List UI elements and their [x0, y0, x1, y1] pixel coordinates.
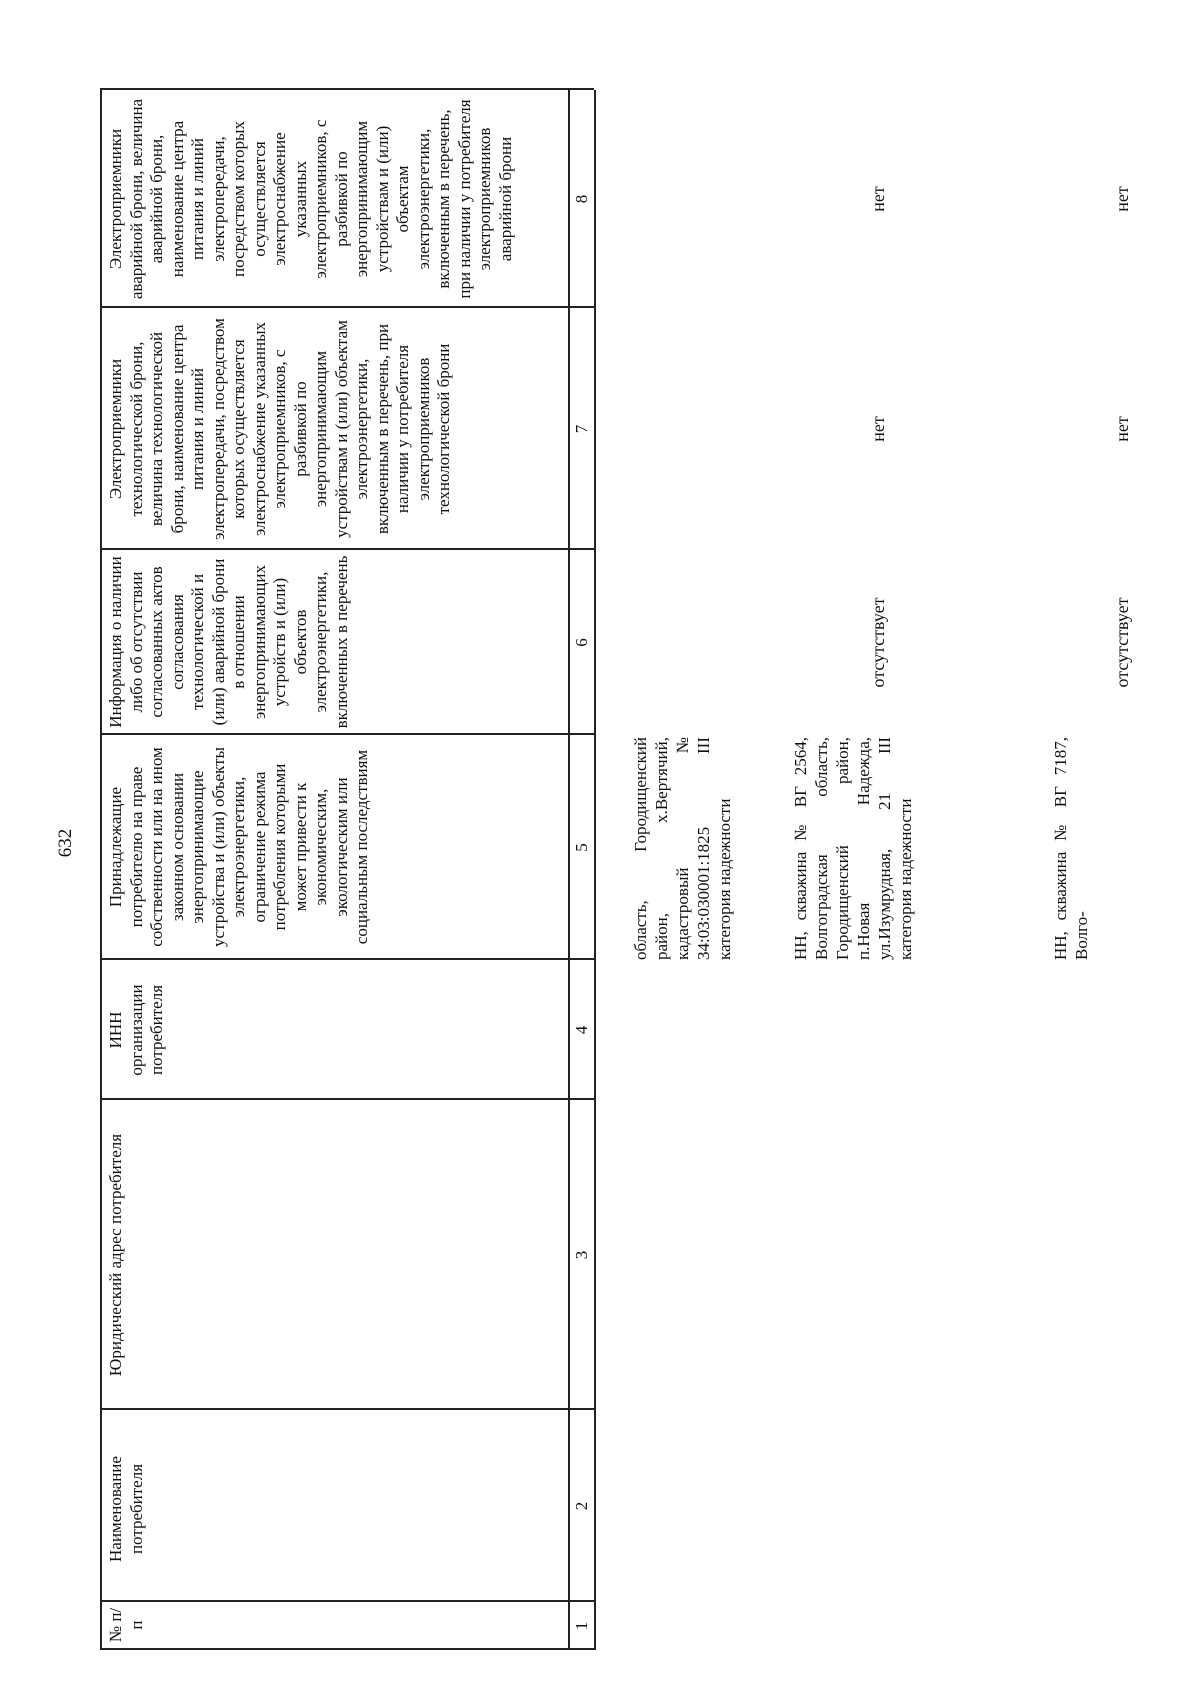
page-number: 632: [55, 828, 76, 858]
table-row-2-col5: НН, скважина № ВГ 2564, Волгоградская область, Городищенский район, п.Новая Надежда, ул.Изумрудная, 21 III категория надежности: [791, 737, 915, 960]
header-agreement-info: Информация о наличии либо об отсутствии согласованных актов согласования технологической и (или) аварийной брони в отношении энергопринимающих устройств и (или) объектов электроэнергетики, включенных в перечень: [106, 555, 351, 729]
table-row-2-col6: отсутствует: [868, 597, 888, 688]
table-row-3-col8: нет: [1112, 186, 1132, 212]
table-row-3-col5: НН, скважина № ВГ 7187, Волго-: [1051, 737, 1091, 960]
table-row-1-col5: область, Городищенский район, х.Вертячий, кадастровый № 34:03:030001:1825 III категория надежности: [631, 737, 734, 960]
header-inn: ИНН организации потребителя: [106, 984, 166, 1076]
header-emergency-reserve: Электроприемники аварийной брони, величина аварийной брони, наименование центра питания и линий электропередачи, посредством которых осуществляется электроснабжение указанных электроприемников, с разбивкой по энергопринимающим устройствам и (или) объектам электроэнергетики, включенным в перечень, при наличии у потребителя электроприемников аварийной брони: [106, 98, 515, 300]
column-number: 2: [572, 1501, 591, 1511]
rotated-table: [100, 0, 1140, 1650]
column-number: 6: [572, 638, 591, 647]
column-number: 3: [572, 1250, 591, 1260]
column-number: 8: [572, 194, 591, 204]
table-row-3-col6: отсутствует: [1112, 597, 1132, 688]
header-number: № п/п: [106, 1607, 146, 1643]
column-number: 1: [572, 1621, 591, 1631]
table-row-2-col8: нет: [868, 186, 888, 212]
table-row-2-col7: нет: [868, 416, 888, 442]
column-number: 4: [572, 1025, 591, 1035]
table-row-3-col7: нет: [1112, 416, 1132, 442]
header-devices: Принадлежащие потребителю на праве собственности или на ином законном основании энергопринимающие устройства и (или) объекты электроэнергетики, ограничение режима потребления которыми может привести к экономическим, экологическим или социальным последствиям: [106, 747, 371, 947]
header-consumer-name: Наименование потребителя: [106, 1456, 146, 1562]
header-legal-address: Юридический адрес потребителя: [106, 1133, 125, 1377]
header-technological-reserve: Электроприемники технологической брони, величина технологической брони, наименование центра питания и линий электропередачи, посредством которых осуществляется электроснабжение указанных электроприемников, с разбивкой по энергопринимающим устройствам и (или) объектам электроэнергетики, включенным в перечень, при наличии у потребителя электроприемников технологической брони: [106, 318, 453, 540]
column-number: 7: [572, 424, 591, 434]
column-number: 5: [572, 843, 591, 852]
